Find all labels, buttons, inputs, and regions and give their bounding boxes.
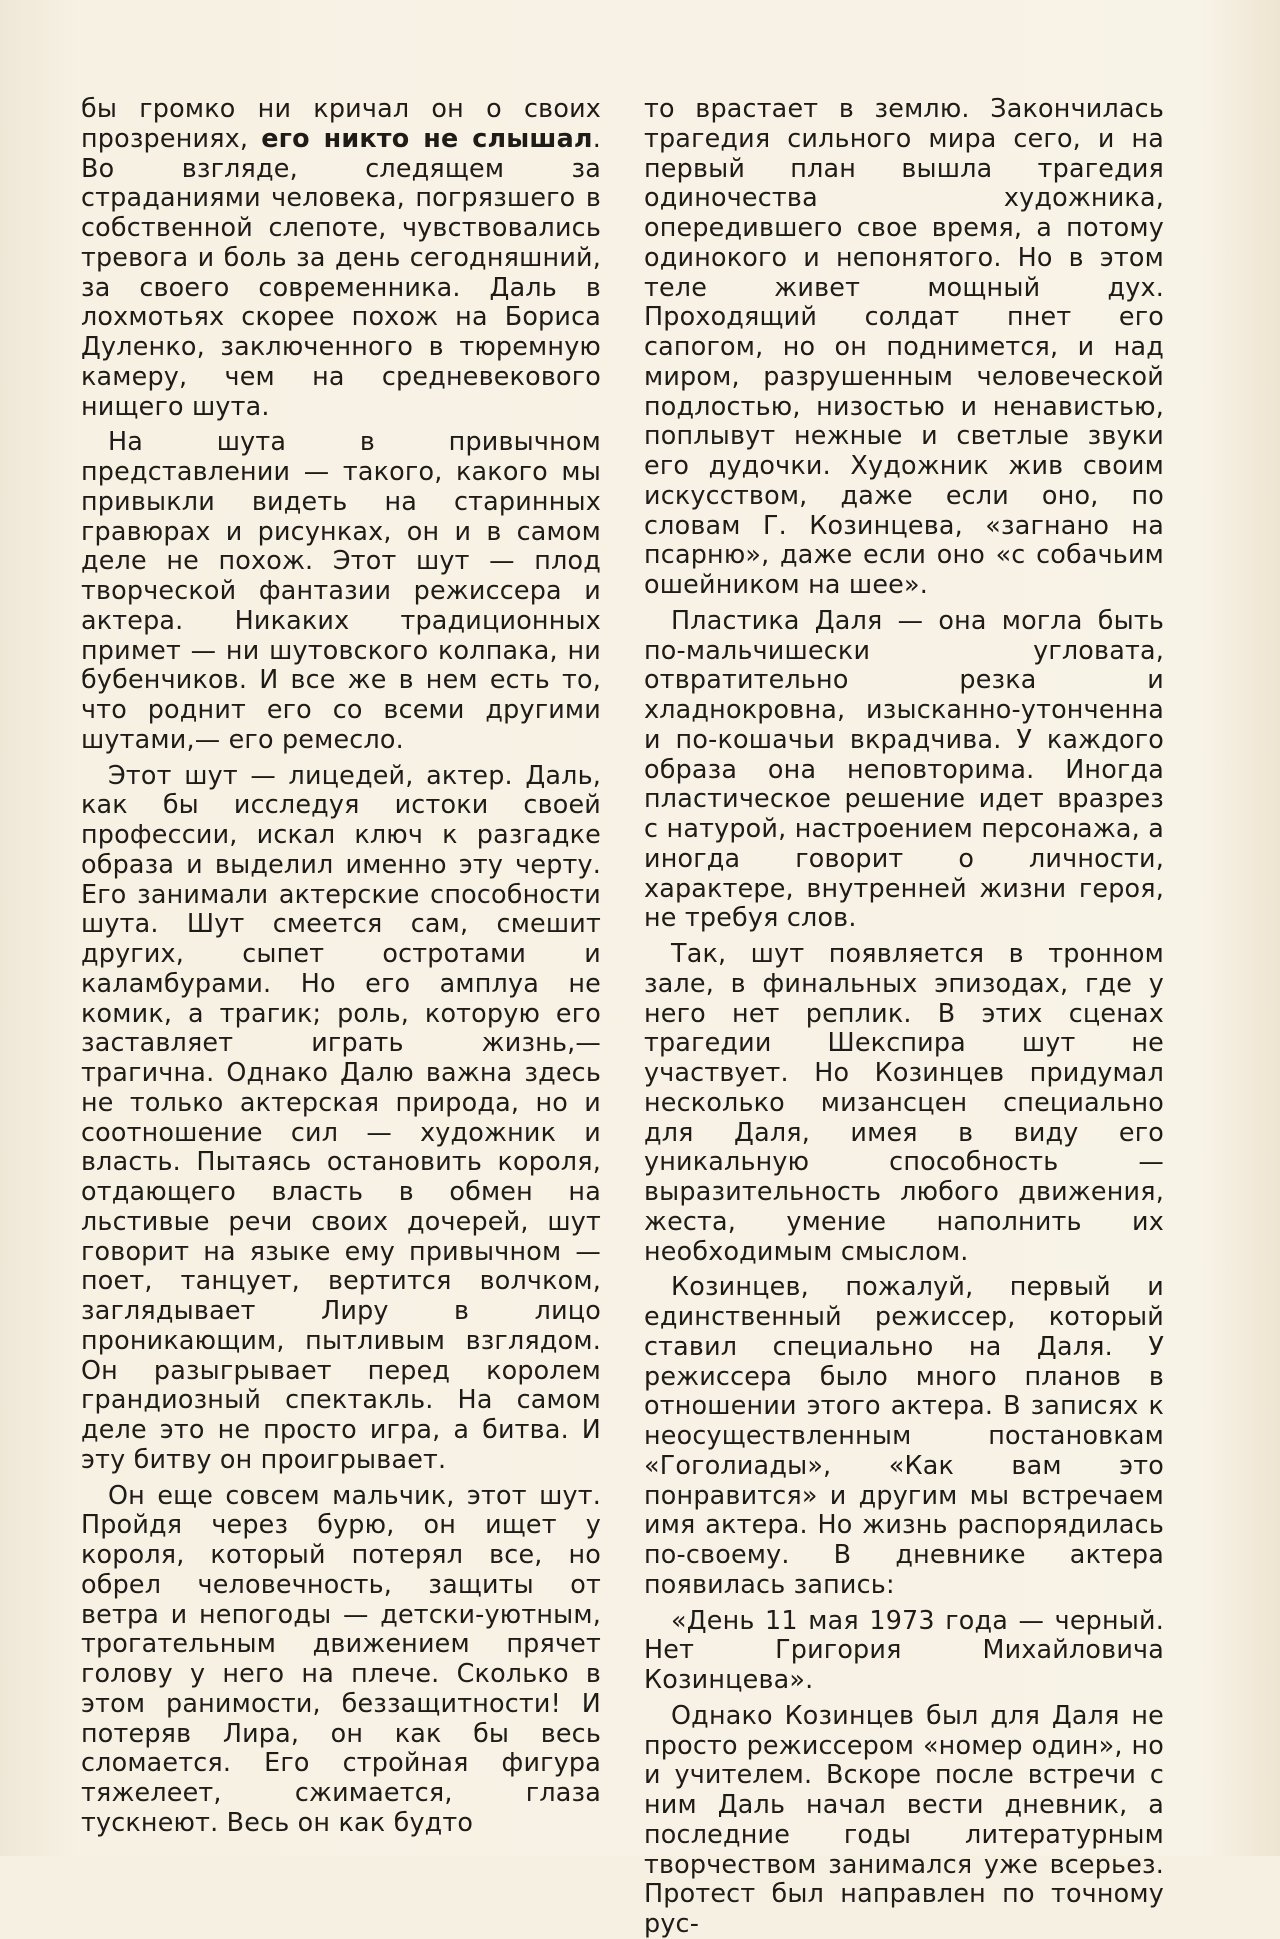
quote-paragraph: «День 11 мая 1973 года — черный. Нет Григория Михайловича Козинцева». [644, 1604, 1164, 1694]
paragraph-text: . Во взгляде, следящем за страданиями человека, погрязшего в собственной слепоте, чувствовались тревога и боль за день сегодняшний, за своего современника. Даль в лохмотьях скорее похож на Бориса Дуленко, заключенного в тюремную камеру, чем на средневекового нищего шута. [81, 122, 601, 421]
paragraph: Так, шут появляется в тронном зале, в финальных эпизодах, где у него нет реплик. В этих сценах трагедии Шекспира шут не участвует. Но Козинцев придумал несколько мизансцен специально для Даля, имея в виду его уникальную способность — выразительность любого движения, жеста, умение наполнить их необходимым смыслом. [644, 938, 1164, 1266]
paragraph: Козинцев, пожалуй, первый и единственный режиссер, который ставил специально на Даля. У режиссера было много планов в отношении этого актера. В записях к неосуществленным постановкам «Гоголиады», «Как вам это понравится» и другим мы встречаем имя актера. Но жизнь распорядилась по-своему. В дневнике актера появилась запись: [644, 1271, 1164, 1599]
right-column [644, 94, 1164, 1939]
paragraph: На шута в привычном представлении — такого, какого мы привыкли видеть на старинных гравюрах и рисунках, он и в самом деле не похож. Этот шут — плод творческой фантазии режиссера и актера. Никаких традиционных примет — ни шутовского колпака, ни бубенчиков. И все же в нем есть то, что роднит его со всеми другими шутами,— его ремесло. [81, 426, 601, 754]
left-column [81, 94, 601, 1838]
paragraph: Однако Козинцев был для Даля не просто режиссером «номер один», но и учителем. Вскоре после встречи с ним Даль начал вести дневник, а последние годы литературным творчеством занимался уже всерьез. Протест был направлен по точному рус- [644, 1699, 1164, 1938]
paragraph: Он еще совсем мальчик, этот шут. Пройдя через бурю, он ищет у короля, который потерял все, но обрел человечность, защиты от ветра и непогоды — детски-уютным, трогательным движением прячет голову у него на плече. Сколько в этом ранимости, беззащитности! И потеряв Лира, он как бы весь сломается. Его стройная фигура тяжелеет, сжимается, глаза тускнеют. Весь он как будто [81, 1479, 601, 1837]
paragraph: Этот шут — лицедей, актер. Даль, как бы исследуя истоки своей профессии, искал ключ к разгадке образа и выделил именно эту черту. Его занимали актерские способности шута. Шут смеется сам, смешит других, сыпет остротами и каламбурами. Но его амплуа не комик, а трагик; роль, которую его заставляет играть жизнь,— трагична. Однако Далю важна здесь не только актерская природа, но и соотношение сил — художник и власть. Пытаясь остановить короля, отдающего власть в обмен на льстивые речи своих дочерей, шут говорит на языке ему привычном — поет, танцует, вертится волчком, заглядывает Лиру в лицо проникающим, пытливым взглядом. Он разыгрывает перед королем грандиозный спектакль. На самом деле это не просто игра, а битва. И эту битву он проигрывает. [81, 759, 601, 1474]
paragraph [81, 94, 601, 421]
bold-phrase: его никто не слышал [261, 122, 593, 153]
paragraph-text: бы громко ни кричал он о своих прозрениях, [81, 93, 601, 153]
paragraph: Пластика Даля — она могла быть по-мальчишески угловата, отвратительно резка и хладнокровна, изысканно-утонченна и по-кошачьи вкрадчива. У каждого образа она неповторима. Иногда пластическое решение идет вразрез с натурой, настроением персонажа, а иногда говорит о личности, характере, внутренней жизни героя, не требуя слов. [644, 604, 1164, 933]
paragraph: то врастает в землю. Закончилась трагедия сильного мира сего, и на первый план вышла трагедия одиночества художника, опередившего свое время, а потому одинокого и непонятого. Но в этом теле живет мощный дух. Проходящий солдат пнет его сапогом, но он поднимется, и над миром, разрушенным человеческой подлостью, низостью и ненавистью, поплывут нежные и светлые звуки его дудочки. Художник жив своим искусством, даже если оно, по словам Г. Козинцева, «загнано на псарню», даже если оно «с собачьим ошейником на шее». [644, 93, 1164, 599]
